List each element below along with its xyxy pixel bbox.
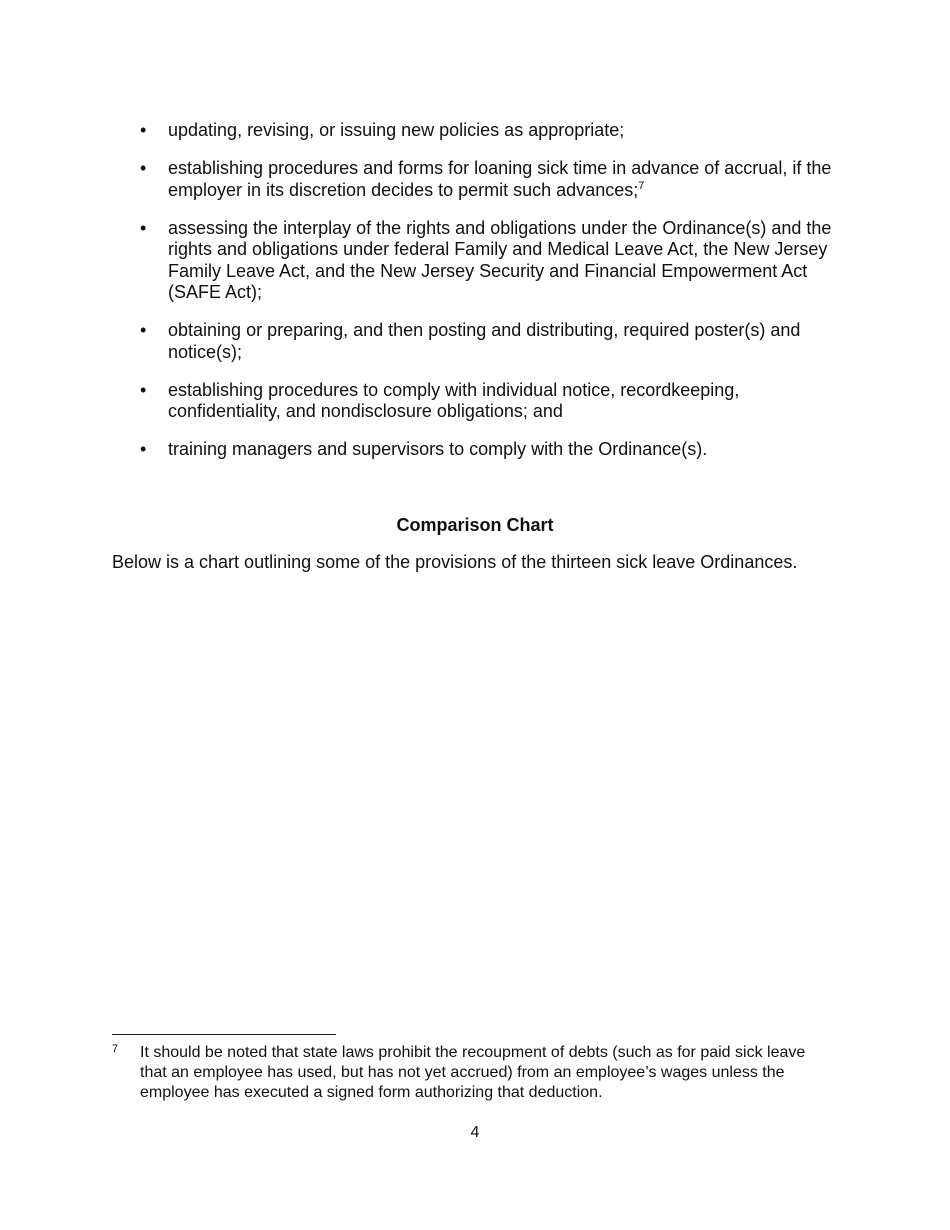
list-item (140, 320, 840, 363)
bullet-icon: • (140, 320, 147, 340)
page-number: 4 (470, 1124, 480, 1141)
bullet-text: establishing procedures to comply with individual notice, recordkeeping, confidentiality, and nondisclosure obligations; and (168, 379, 740, 421)
footnote-reference[interactable]: 7 (638, 179, 645, 192)
bullet-icon: • (140, 217, 147, 238)
list-item (140, 120, 840, 142)
bullet-icon: • (140, 158, 147, 178)
footnote-number: 7 (112, 1043, 119, 1055)
bullet-text: updating, revising, or issuing new policies as appropriate; (168, 120, 625, 140)
bullet-list (140, 120, 840, 477)
list-item (140, 439, 840, 461)
bullet-icon: • (140, 120, 147, 140)
list-item (140, 218, 840, 304)
list-item (140, 380, 840, 423)
footnote (112, 1043, 832, 1103)
bullet-icon: • (140, 439, 147, 459)
bullet-text: assessing the interplay of the rights and obligations under the Ordinance(s) and the rights and obligations under federal Family and Medical Leave Act, the New Jersey Family Leave Act, and the New Jersey Security and Financial Empowerment Act (SAFE Act); (168, 217, 832, 302)
intro-paragraph: Below is a chart outlining some of the provisions of the thirteen sick leave Ordinances. (112, 552, 798, 572)
bullet-text: establishing procedures and forms for loaning sick time in advance of accrual, if the employer in its discretion decides to permit such advances; (168, 158, 832, 200)
bullet-icon: • (140, 379, 147, 400)
bullet-text: training managers and supervisors to comply with the Ordinance(s). (168, 439, 708, 459)
list-item (140, 158, 840, 201)
footnote-divider (112, 1034, 336, 1035)
footnote-text: It should be noted that state laws prohibit the recoupment of debts (such as for paid sick leave that an employee has used, but has not yet accrued) from an employee’s wages unless the employee has executed a signed form authorizing that deduction. (140, 1044, 806, 1101)
bullet-text: obtaining or preparing, and then posting and distributing, required poster(s) and notice(s); (168, 320, 801, 362)
section-heading: Comparison Chart (396, 515, 554, 535)
